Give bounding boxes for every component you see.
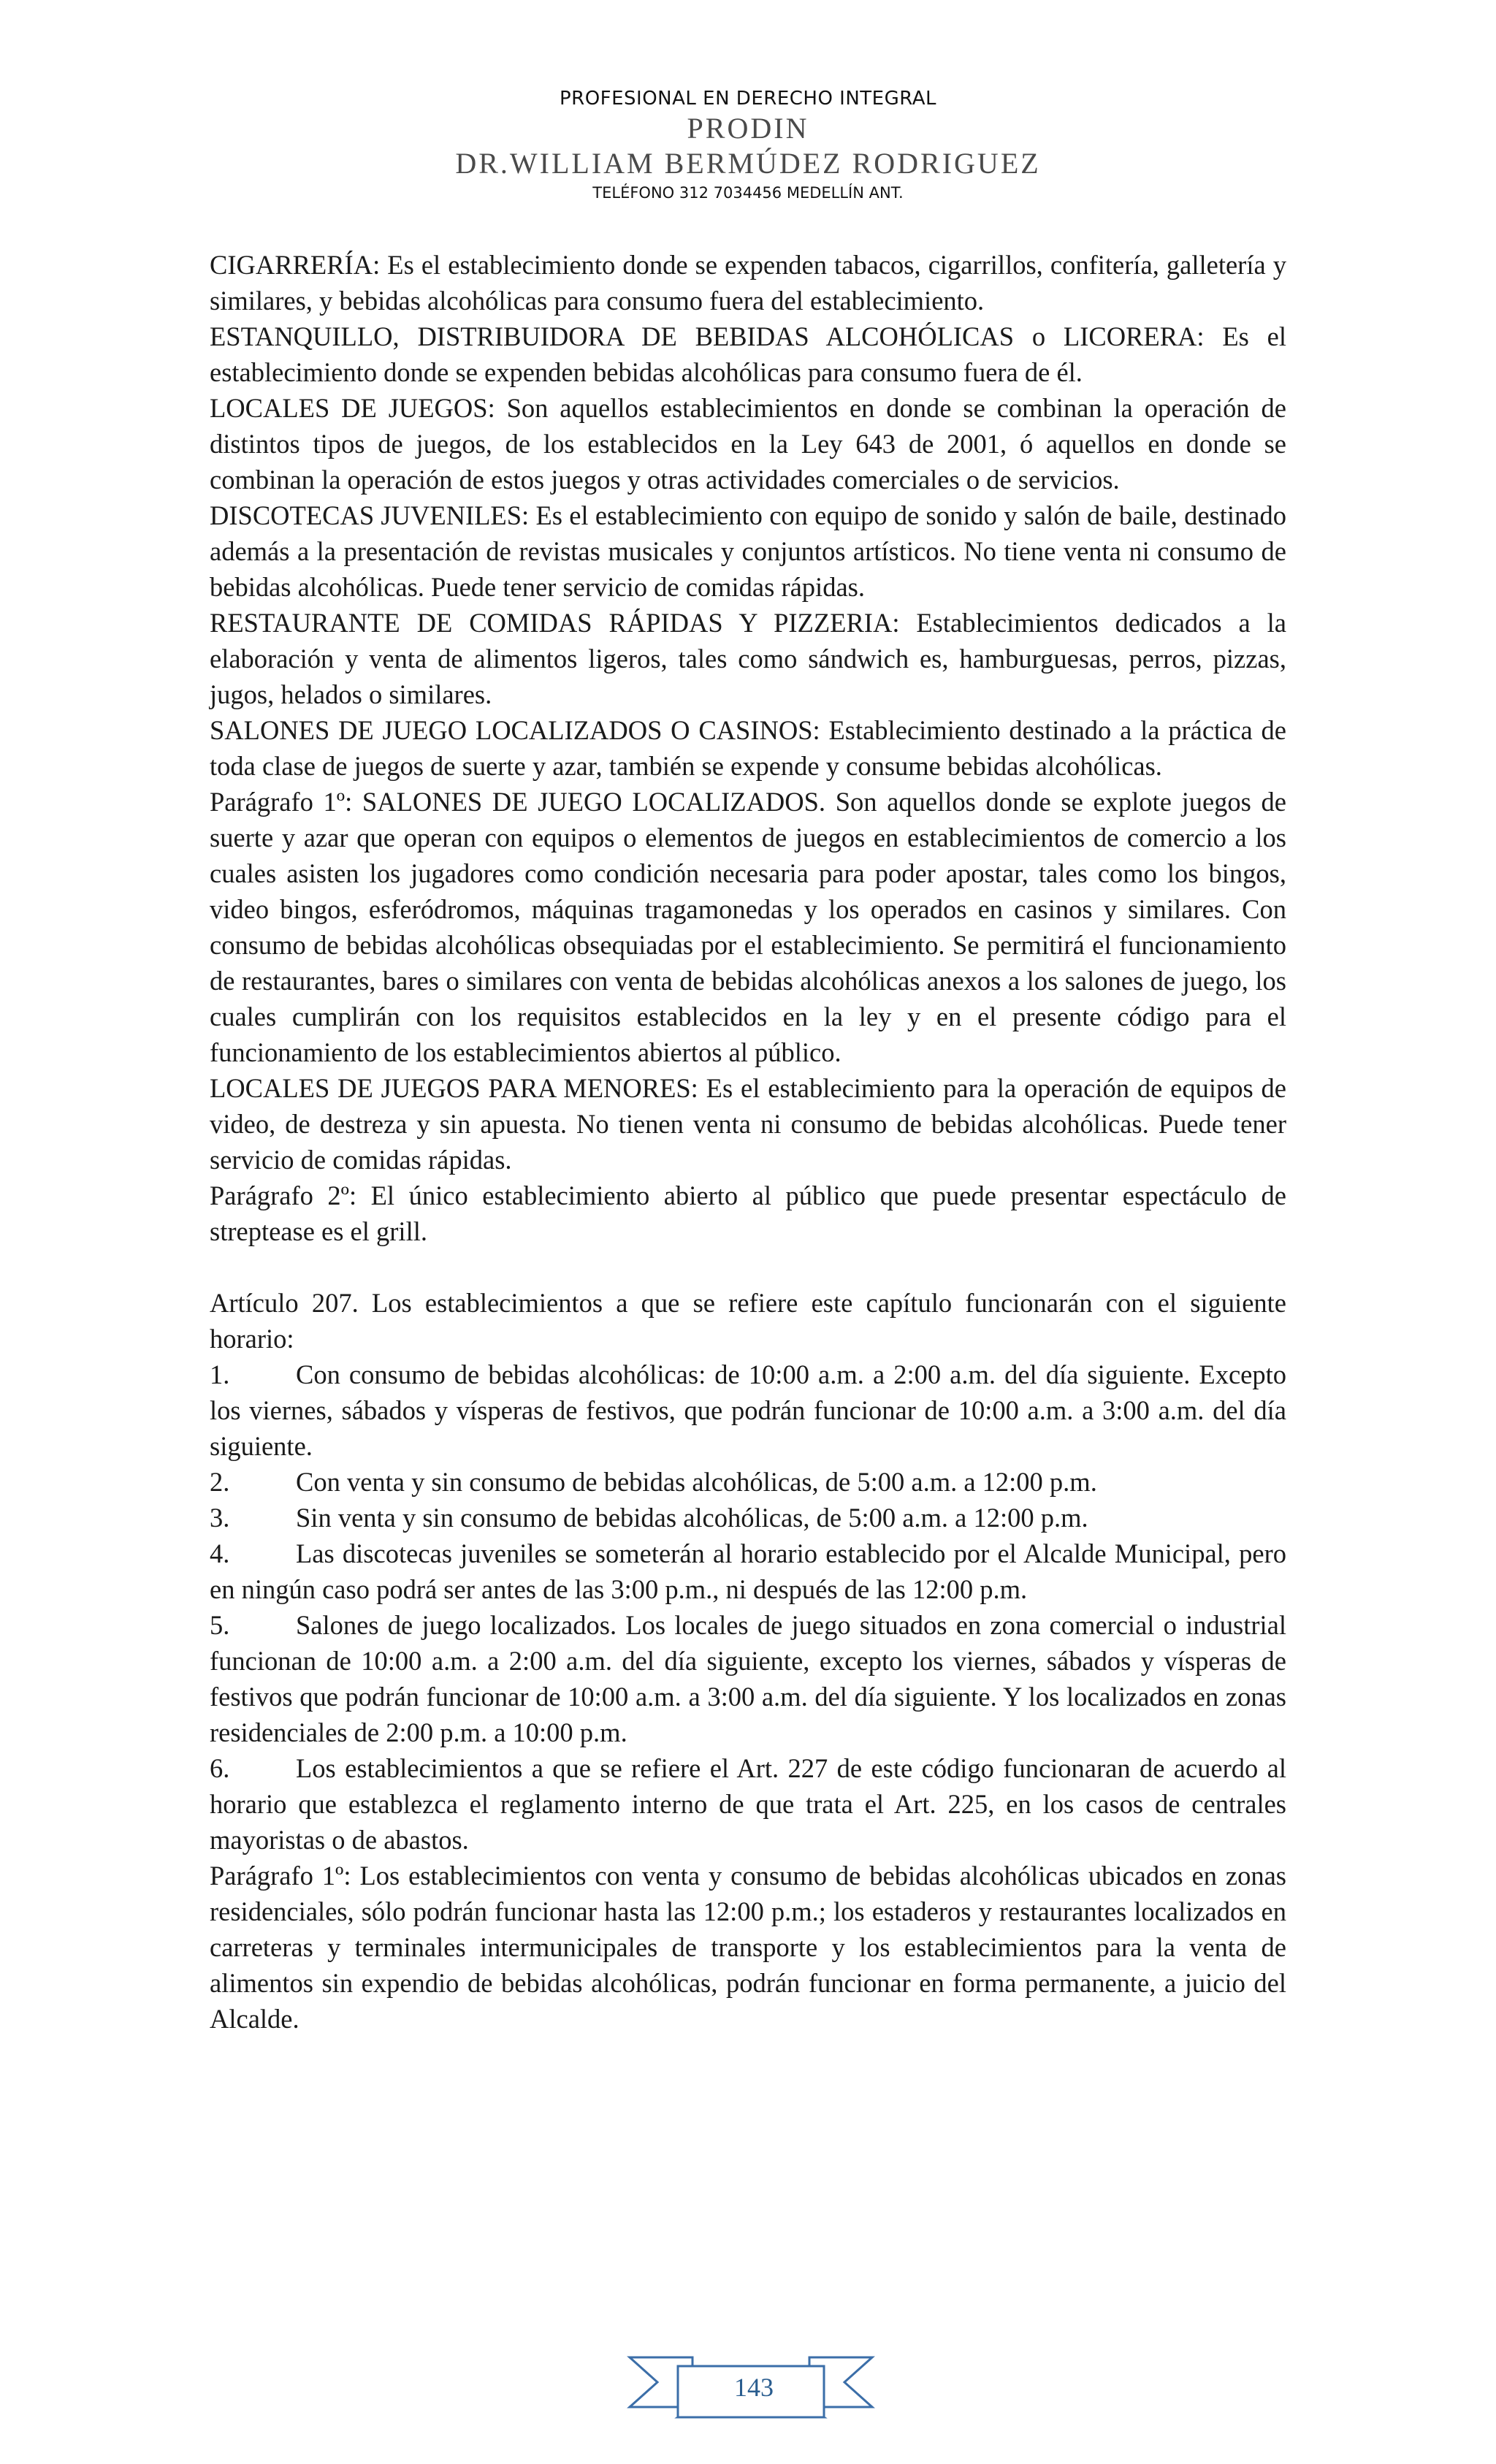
paragraph: SALONES DE JUEGO LOCALIZADOS O CASINOS: Establecimiento destinado a la práctica de toda clase de juegos de suerte y azar, también se expende y consume bebidas alcohólicas. bbox=[210, 715, 1286, 781]
list-item bbox=[210, 1357, 1286, 1464]
list-item-number: 1. bbox=[210, 1359, 230, 1389]
list-item-text: Los establecimientos a que se refiere el Art. 227 de este código funcionaran de acuerdo al horario que establezca el reglamento interno de que trata el Art. 225, en los casos de centrales mayoristas o de abastos. bbox=[210, 1753, 1286, 1855]
list-item bbox=[210, 1500, 1286, 1536]
paragraph: RESTAURANTE DE COMIDAS RÁPIDAS Y PIZZERIA: Establecimientos dedicados a la elaboración y venta de alimentos ligeros, tales como sándwich es, hamburguesas, perros, pizzas, jugos, helados o similares. bbox=[210, 608, 1286, 709]
list-item-number: 6. bbox=[210, 1753, 230, 1783]
list-item bbox=[210, 1464, 1286, 1500]
paragraph-spacer bbox=[210, 1249, 1286, 1285]
paragraph: CIGARRERÍA: Es el establecimiento donde se expenden tabacos, cigarrillos, confitería, galletería y similares, y bebidas alcohólicas para consumo fuera del establecimiento. bbox=[210, 250, 1286, 316]
paragraph: LOCALES DE JUEGOS PARA MENORES: Es el establecimiento para la operación de equipos de video, de destreza y sin apuesta. No tienen venta ni consumo de bebidas alcohólicas. Puede tener servicio de comidas rápidas. bbox=[210, 1073, 1286, 1175]
list-item-text: Las discotecas juveniles se someterán al horario establecido por el Alcalde Municipal, pero en ningún caso podrá ser antes de las 3:00 p.m., ni después de las 12:00 p.m. bbox=[210, 1538, 1286, 1604]
list-item-number: 5. bbox=[210, 1610, 230, 1640]
list-item-text: Con venta y sin consumo de bebidas alcohólicas, de 5:00 a.m. a 12:00 p.m. bbox=[296, 1467, 1097, 1497]
page-footer bbox=[0, 2356, 1496, 2429]
document-body bbox=[210, 247, 1286, 2037]
header-acronym: PRODIN bbox=[687, 112, 809, 145]
paragraph: LOCALES DE JUEGOS: Son aquellos establecimientos en donde se combinan la operación de distintos tipos de juegos, de los establecidos en la Ley 643 de 2001, ó aquellos en donde se combinan la operación de estos juegos y otras actividades comerciales o de servicios. bbox=[210, 393, 1286, 495]
list-item-number: 2. bbox=[210, 1467, 230, 1497]
article-intro: Artículo 207. Los establecimientos a que se refiere este capítulo funcionarán con el siguiente horario: bbox=[210, 1288, 1286, 1354]
list-item-text: Con consumo de bebidas alcohólicas: de 10:00 a.m. a 2:00 a.m. del día siguiente. Excepto los viernes, sábados y vísperas de festivos, que podrán funcionar de 10:00 a.m. a 3:00 a.m. del día siguiente. bbox=[210, 1359, 1286, 1461]
list-item-number: 3. bbox=[210, 1503, 230, 1533]
closing-paragraph: Parágrafo 1º: Los establecimientos con venta y consumo de bebidas alcohólicas ubicados en zonas residenciales, sólo podrán funcionar hasta las 12:00 p.m.; los estaderos y restaurantes localizados en carreteras y terminales intermunicipales de transporte y los establecimientos para la venta de alimentos sin expendio de bebidas alcohólicas, podrán funcionar en forma permanente, a juicio del Alcalde. bbox=[210, 1861, 1286, 2034]
page-header bbox=[0, 86, 1496, 205]
header-firm: PROFESIONAL EN DERECHO INTEGRAL bbox=[559, 88, 937, 110]
list-item-text: Sin venta y sin consumo de bebidas alcohólicas, de 5:00 a.m. a 12:00 p.m. bbox=[296, 1503, 1088, 1533]
header-contact: TELÉFONO 312 7034456 MEDELLÍN ANT. bbox=[592, 184, 904, 202]
paragraph: ESTANQUILLO, DISTRIBUIDORA DE BEBIDAS ALCOHÓLICAS o LICORERA: Es el establecimiento donde se expenden bebidas alcohólicas para consumo fuera de él. bbox=[210, 321, 1286, 387]
paragraph: DISCOTECAS JUVENILES: Es el establecimiento con equipo de sonido y salón de baile, destinado además a la presentación de revistas musicales y conjuntos artísticos. No tiene venta ni consumo de bebidas alcohólicas. Puede tener servicio de comidas rápidas. bbox=[210, 500, 1286, 602]
header-name: DR.WILLIAM BERMÚDEZ RODRIGUEZ bbox=[455, 147, 1041, 180]
list-item-number: 4. bbox=[210, 1538, 230, 1568]
paragraph: Parágrafo 2º: El único establecimiento abierto al público que puede presentar espectáculo de streptease es el grill. bbox=[210, 1180, 1286, 1246]
list-item bbox=[210, 1750, 1286, 1858]
paragraph: Parágrafo 1º: SALONES DE JUEGO LOCALIZADOS. Son aquellos donde se explote juegos de suerte y azar que operan con equipos o elementos de juegos en establecimientos de comercio a los cuales asisten los jugadores como condición necesaria para poder apostar, tales como los bingos, video bingos, esferódromos, máquinas tragamonedas y los operados en casinos y similares. Con consumo de bebidas alcohólicas obsequiadas por el establecimiento. Se permitirá el funcionamiento de restaurantes, bares o similares con venta de bebidas alcohólicas anexos a los salones de juego, los cuales cumplirán con los requisitos establecidos en la ley y en el presente código para el funcionamiento de los establecimientos abiertos al público. bbox=[210, 787, 1286, 1067]
list-item bbox=[210, 1607, 1286, 1750]
list-item-text: Salones de juego localizados. Los locales de juego situados en zona comercial o industrial funcionan de 10:00 a.m. a 2:00 a.m. del día siguiente, excepto los viernes, sábados y vísperas de festivos que podrán funcionar de 10:00 a.m. a 3:00 a.m. del día siguiente. Y los localizados en zonas residenciales de 2:00 p.m. a 10:00 p.m. bbox=[210, 1610, 1286, 1747]
page-number: 143 bbox=[734, 2373, 774, 2402]
list-item bbox=[210, 1536, 1286, 1607]
